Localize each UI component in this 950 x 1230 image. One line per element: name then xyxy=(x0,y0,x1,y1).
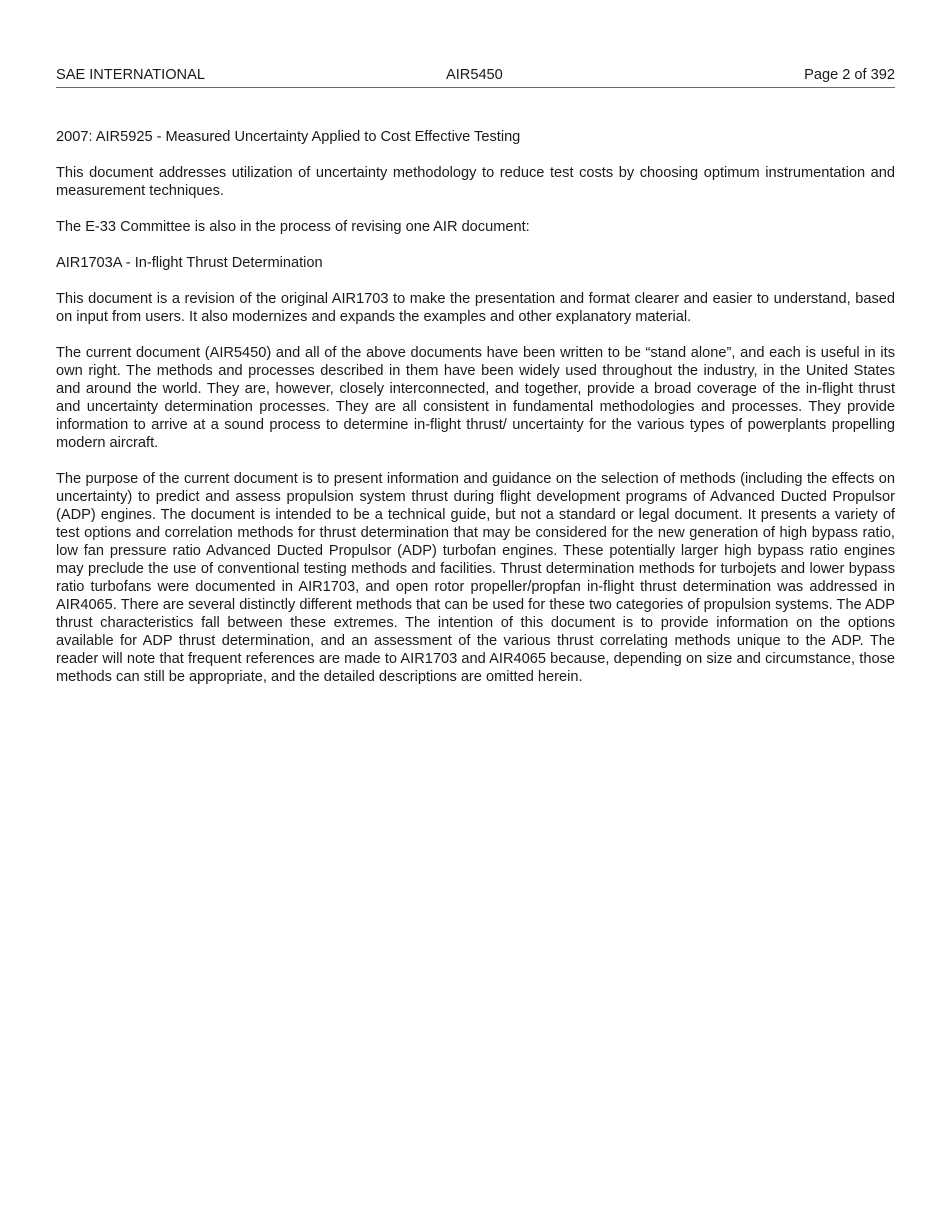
header-page-number: Page 2 of 392 xyxy=(804,67,895,83)
paragraph-revision-intro: The E-33 Committee is also in the process of revising one AIR document: xyxy=(56,219,530,235)
page-header xyxy=(56,66,895,88)
paragraph-documents-overview: The current document (AIR5450) and all of the above documents have been written to be “stand alone”, and each is useful in its own right. The methods and processes described in them have been widely used throughout the industry, in the United States and around the world. They are, however, closely interconnected, and together, provide a broad coverage of the in-flight thrust and uncertainty determination processes. They are all consistent in fundamental methodologies and processes. They provide information to arrive at a sound process to determine in-flight thrust/ uncertainty for the various types of powerplants propelling modern aircraft. xyxy=(56,345,895,451)
document-listing-air1703a: AIR1703A - In-flight Thrust Determination xyxy=(56,255,323,271)
paragraph-air5925-description: This document addresses utilization of uncertainty methodology to reduce test costs by choosing optimum instrumentation and measurement techniques. xyxy=(56,165,895,199)
paragraph-document-purpose: The purpose of the current document is to present information and guidance on the selection of methods (including the effects on uncertainty) to predict and assess propulsion system thrust during flight development programs of Advanced Ducted Propulsor (ADP) engines. The document is intended to be a technical guide, but not a standard or legal document. It presents a variety of test options and correlation methods for thrust determination that may be considered for the new generation of high bypass ratio, low fan pressure ratio Advanced Ducted Propulsor (ADP) turbofan engines. These potentially larger high bypass ratio engines may preclude the use of conventional testing methods and facilities. Thrust determination methods for turbojets and lower bypass ratio turbofans were documented in AIR1703, and open rotor propeller/propfan in-flight thrust determination was addressed in AIR4065. There are several distinctly different methods that can be used for these two categories of propulsion systems. The ADP thrust characteristics fall between these extremes. The intention of this document is to provide information on the options available for ADP thrust determination, and an assessment of the various thrust correlating methods unique to the ADP. The reader will note that frequent references are made to AIR1703 and AIR4065 because, depending on size and circumstance, those methods can still be appropriate, and the detailed descriptions are omitted herein. xyxy=(56,471,895,685)
document-listing-air5925: 2007: AIR5925 - Measured Uncertainty Applied to Cost Effective Testing xyxy=(56,129,521,145)
paragraph-air1703a-description: This document is a revision of the original AIR1703 to make the presentation and format clearer and easier to understand, based on input from users. It also modernizes and expands the examples and other explanatory material. xyxy=(56,291,895,325)
header-document-number: AIR5450 xyxy=(446,67,503,83)
document-body xyxy=(56,128,895,704)
header-organization: SAE INTERNATIONAL xyxy=(56,67,205,83)
